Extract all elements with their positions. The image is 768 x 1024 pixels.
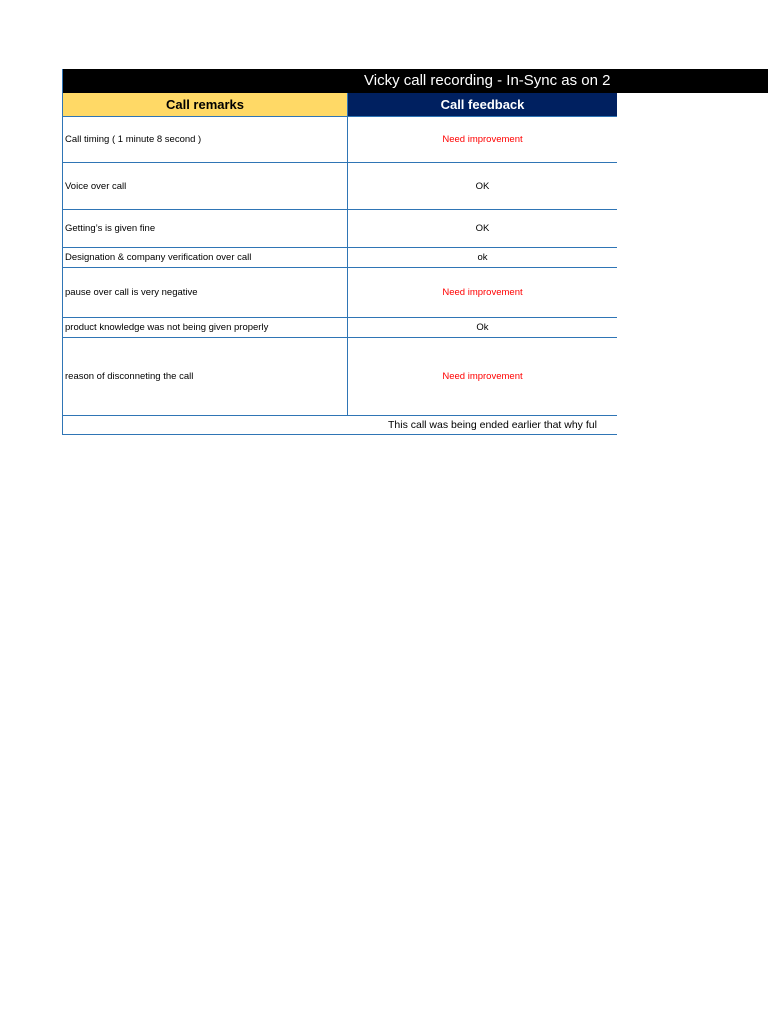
header-call-feedback[interactable]: Call feedback [348,93,617,116]
table-row [62,163,617,210]
feedback-cell[interactable]: OK [475,180,490,192]
table-row [62,268,617,318]
table-row [62,248,617,268]
summary-row[interactable] [62,416,617,435]
table-row [62,338,617,416]
remark-cell[interactable]: Getting’s is given fine [62,210,348,247]
table-row [62,117,617,163]
remarks-table [62,93,617,435]
table-header-row [62,93,617,117]
header-call-remarks[interactable]: Call remarks [62,93,348,116]
sheet-title: Vicky call recording - In-Sync as on 2 [364,72,611,89]
table-row [62,210,617,248]
feedback-cell[interactable]: Need improvement [442,287,523,298]
feedback-cell[interactable]: Need improvement [442,134,523,145]
title-bar [62,69,768,93]
feedback-cell[interactable]: Ok [476,322,489,333]
table-row [62,318,617,338]
feedback-cell[interactable]: ok [477,252,488,263]
remark-cell[interactable]: product knowledge was not being given properly [62,318,348,337]
remark-cell[interactable]: reason of disconneting the call [62,338,348,415]
remark-cell[interactable]: Call timing ( 1 minute 8 second ) [62,117,348,162]
feedback-cell[interactable]: OK [475,223,490,234]
remark-cell[interactable]: pause over call is very negative [62,268,348,317]
remark-cell[interactable]: Voice over call [62,163,348,209]
summary-text: This call was being ended earlier that why ful [388,419,597,431]
feedback-cell[interactable]: Need improvement [442,371,523,382]
remark-cell[interactable]: Designation & company verification over call [62,248,348,267]
